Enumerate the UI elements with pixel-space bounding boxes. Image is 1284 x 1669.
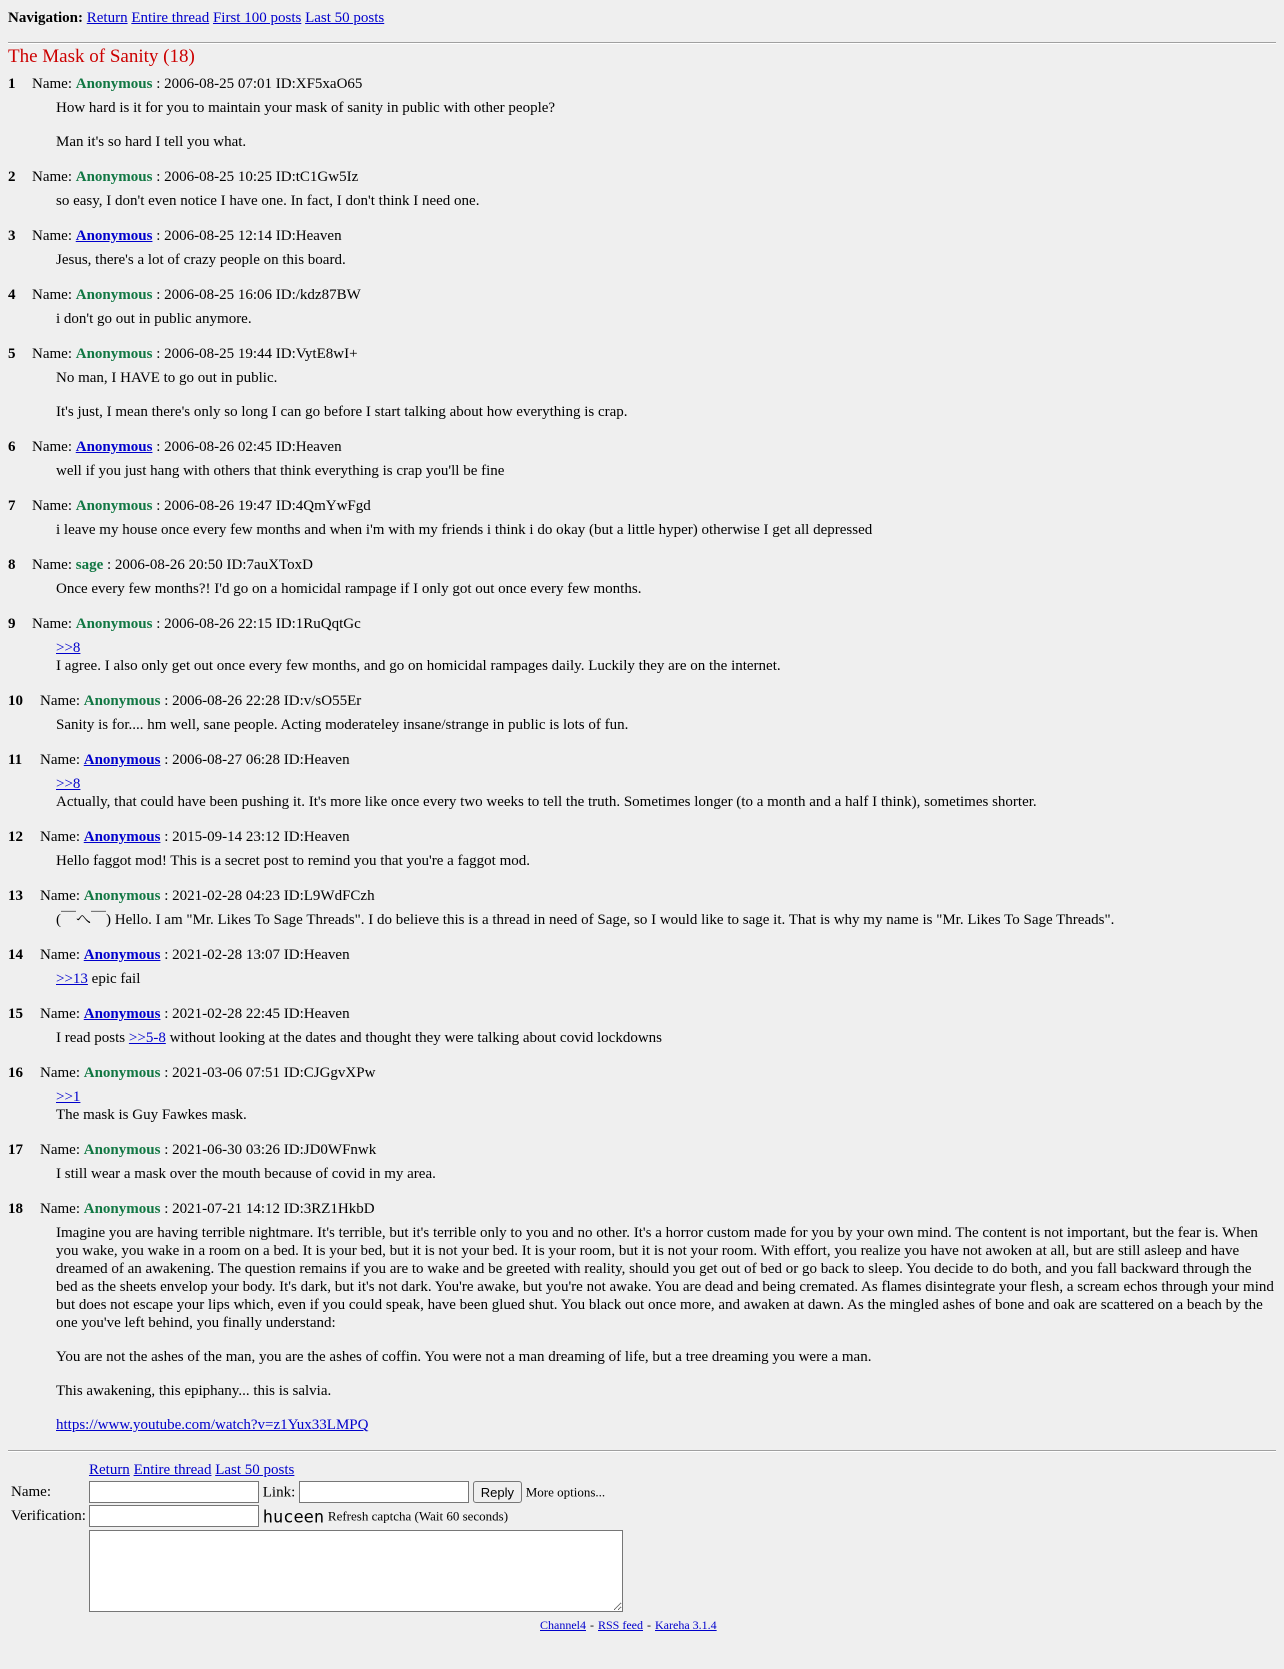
post-body	[56, 310, 1276, 328]
post-number[interactable]: 17	[8, 1142, 23, 1158]
post-number[interactable]: 7	[8, 498, 16, 514]
post	[8, 285, 1276, 328]
post-number[interactable]: 2	[8, 169, 16, 185]
navigation-bar	[8, 8, 1276, 28]
post-paragraph: well if you just hang with others that think everything is crap you'll be fine	[56, 463, 505, 479]
poster-name: Anonymous	[75, 169, 153, 185]
post	[8, 437, 1276, 480]
poster-name[interactable]: Anonymous	[83, 752, 161, 768]
post-header	[8, 827, 1276, 847]
post-paragraph	[56, 1416, 1276, 1434]
post-header	[8, 945, 1276, 965]
post-body	[56, 1165, 1276, 1183]
post-name-label: Name:	[40, 1142, 80, 1158]
quote-link[interactable]: >>5-8	[128, 1030, 166, 1046]
post-paragraph: (￣へ￣) Hello. I am "Mr. Likes To Sage Threads". I do believe this is a thread in need of Sage, so I would like to sage it. That is why my name is "Mr. Likes To Sage Threads".	[56, 912, 1115, 928]
nav-link-first-100[interactable]: First 100 posts	[212, 10, 302, 26]
post-paragraph: i leave my house once every few months and when i'm with my friends i think i do okay (but a little hyper) otherwise I get all depressed	[56, 522, 873, 538]
post-name-label: Name:	[40, 888, 80, 904]
post	[8, 226, 1276, 269]
post-body	[56, 970, 1276, 988]
post-name-label: Name:	[40, 1006, 80, 1022]
post-paragraph: How hard is it for you to maintain your mask of sanity in public with other people?	[56, 100, 556, 116]
post-paragraph: Hello faggot mod! This is a secret post to remind you that you're a faggot mod.	[56, 853, 530, 869]
post-meta: : 2006-08-25 16:06 ID:/kdz87BW	[152, 287, 361, 303]
post-name-label: Name:	[32, 169, 72, 185]
post-header	[8, 1199, 1276, 1219]
comment-textarea[interactable]	[89, 1530, 623, 1612]
post-body	[56, 251, 1276, 269]
poster-name[interactable]: Anonymous	[83, 947, 161, 963]
poster-name: Anonymous	[83, 1142, 161, 1158]
poster-name[interactable]: Anonymous	[75, 228, 153, 244]
post	[8, 827, 1276, 870]
post-number[interactable]: 8	[8, 557, 16, 573]
post-name-label: Name:	[40, 947, 80, 963]
post-number[interactable]: 18	[8, 1201, 23, 1217]
post-paragraph: so easy, I don't even notice I have one. In fact, I don't think I need one.	[56, 193, 480, 209]
post-body	[56, 1224, 1276, 1434]
post-paragraph: Sanity is for.... hm well, sane people. Acting moderateley insane/strange in public is lots of fun.	[56, 717, 629, 733]
reply-link-entire-thread[interactable]: Entire thread	[133, 1462, 212, 1478]
post-meta: : 2006-08-26 20:50 ID:7auXToxD	[103, 557, 313, 573]
post-body	[56, 639, 1276, 675]
post-meta: : 2021-02-28 13:07 ID:Heaven	[160, 947, 350, 963]
post-body	[56, 369, 1276, 421]
post	[8, 1063, 1276, 1124]
poster-name: Anonymous	[83, 1201, 161, 1217]
post-header	[8, 496, 1276, 516]
quote-link[interactable]: >>13	[56, 971, 88, 987]
navigation-label: Navigation:	[8, 10, 83, 26]
post-paragraph: It's just, I mean there's only so long I can go before I start talking about how everything is crap.	[56, 404, 628, 420]
reply-form	[8, 1452, 1276, 1619]
poster-name: Anonymous	[75, 616, 153, 632]
post-meta: : 2021-06-30 03:26 ID:JD0WFnwk	[160, 1142, 377, 1158]
reply-button[interactable]: Reply	[473, 1481, 522, 1503]
post-header	[8, 344, 1276, 364]
quote-link[interactable]: >>8	[56, 640, 81, 656]
nav-link-return[interactable]: Return	[86, 10, 128, 26]
post-meta: : 2021-07-21 14:12 ID:3RZ1HkbD	[160, 1201, 375, 1217]
post-meta: : 2006-08-25 07:01 ID:XF5xaO65	[152, 76, 363, 92]
post-number[interactable]: 10	[8, 693, 23, 709]
post	[8, 167, 1276, 210]
post	[8, 496, 1276, 539]
poster-name: Anonymous	[75, 346, 153, 362]
post	[8, 74, 1276, 151]
post-body	[56, 580, 1276, 598]
poster-name: Anonymous	[83, 693, 161, 709]
post-paragraph: Actually, that could have been pushing it. It's more like once every two weeks to tell the truth. Sometimes longer (to a month and a half I think), sometimes shorter.	[56, 794, 1037, 810]
post-paragraph: Once every few months?! I'd go on a homicidal rampage if I only got out once every few months.	[56, 581, 642, 597]
post-name-label: Name:	[40, 693, 80, 709]
post	[8, 750, 1276, 811]
post-paragraph	[56, 1029, 1276, 1047]
post-name-label: Name:	[32, 228, 72, 244]
post-body	[56, 852, 1276, 870]
post-meta: : 2021-02-28 04:23 ID:L9WdFCzh	[160, 888, 375, 904]
post-paragraph: This awakening, this epiphany... this is salvia.	[56, 1383, 332, 1399]
post-meta: : 2006-08-25 10:25 ID:tC1Gw5Iz	[152, 169, 359, 185]
post-name-label: Name:	[40, 752, 80, 768]
post-paragraph: I still wear a mask over the mouth because of covid in my area.	[56, 1166, 436, 1182]
poster-name: Anonymous	[83, 1065, 161, 1081]
post-meta: : 2006-08-27 06:28 ID:Heaven	[160, 752, 350, 768]
post-name-label: Name:	[32, 287, 72, 303]
post	[8, 555, 1276, 598]
reply-link-last-50[interactable]: Last 50 posts	[215, 1462, 295, 1478]
post-body	[56, 716, 1276, 734]
nav-link-entire-thread[interactable]: Entire thread	[131, 10, 210, 26]
refresh-captcha-text[interactable]: Refresh captcha (Wait 60 seconds)	[327, 1508, 509, 1524]
post-header	[8, 555, 1276, 575]
post	[8, 1004, 1276, 1047]
post-paragraph: Imagine you are having terrible nightmare. It's terrible, but it's terrible only to you and no other. It's a horror custom made for you by your own mind. The content is not important, but the fear is. When you wake, you wake in a room on a bed. It is your bed, but it is not your bed. It is your room, but it is not your room. With effort, you realize you have not awoken at all, but are still asleep and have dreamed of an awakening. The question remains if you are to wake and be greeted with reality, should you get out of bed or go back to sleep. You decide to do both, and you fall backward through the bed as the sheets envelop your body. It's dark, but it's not dark. You're awake, but you're not awake. You are dead and being cremated. As flames disintegrate your flesh, a scream echos through your mind but does not escape your lips which, even if you could speak, have been glued shut. You black out once more, and awaken at dawn. As the mingled ashes of bone and oak are scattered on a beach by the one you've left behind, you finally understand:	[56, 1225, 1274, 1331]
post	[8, 1199, 1276, 1434]
post-paragraph: Jesus, there's a lot of crazy people on this board.	[56, 252, 346, 268]
verification-label: Verification:	[11, 1507, 86, 1524]
post-body	[56, 775, 1276, 811]
post-number[interactable]: 12	[8, 829, 23, 845]
post-text: epic fail	[87, 971, 141, 987]
name-field-label: Name:	[11, 1483, 51, 1500]
poster-name: sage	[75, 557, 104, 573]
post-paragraph	[56, 970, 1276, 988]
post-body	[56, 911, 1276, 929]
post-header	[8, 437, 1276, 457]
quote-link[interactable]: >>8	[56, 776, 81, 792]
post-number[interactable]: 9	[8, 616, 16, 632]
post-header	[8, 1063, 1276, 1083]
poster-name[interactable]: Anonymous	[83, 829, 161, 845]
post-meta: : 2006-08-25 12:14 ID:Heaven	[152, 228, 342, 244]
post-header	[8, 1140, 1276, 1160]
thread-title: The Mask of Sanity (18)	[8, 46, 195, 67]
post-number[interactable]: 11	[8, 752, 23, 768]
post-name-label: Name:	[40, 1065, 80, 1081]
post-paragraph: You are not the ashes of the man, you are the ashes of coffin. You were not a man dreaming of life, but a tree dreaming you were a man.	[56, 1349, 872, 1365]
post-header	[8, 1004, 1276, 1024]
post-name-label: Name:	[32, 76, 72, 92]
external-link[interactable]: https://www.youtube.com/watch?v=z1Yux33LMPQ	[56, 1417, 369, 1433]
footer	[540, 1618, 1276, 1633]
post-name-label: Name:	[32, 439, 72, 455]
post-header	[8, 226, 1276, 246]
post-number[interactable]: 13	[8, 888, 23, 904]
post-number[interactable]: 14	[8, 947, 23, 963]
post-name-label: Name:	[32, 616, 72, 632]
captcha-image: huceen	[262, 1507, 325, 1528]
post-paragraph: The mask is Guy Fawkes mask.	[56, 1107, 247, 1123]
post	[8, 344, 1276, 421]
post-paragraph: I agree. I also only get out once every few months, and go on homicidal rampages daily. Luckily they are on the internet.	[56, 658, 781, 674]
post-meta: : 2015-09-14 23:12 ID:Heaven	[160, 829, 350, 845]
post-list	[8, 74, 1276, 1434]
post-meta: : 2006-08-26 02:45 ID:Heaven	[152, 439, 342, 455]
more-options-link[interactable]: More options...	[525, 1484, 606, 1500]
quote-link[interactable]: >>1	[56, 1089, 81, 1105]
name-input[interactable]	[89, 1481, 259, 1503]
post-meta: : 2006-08-26 22:28 ID:v/sO55Er	[160, 693, 362, 709]
post-header	[8, 614, 1276, 634]
poster-name: Anonymous	[75, 498, 153, 514]
post-name-label: Name:	[40, 829, 80, 845]
post-body	[56, 521, 1276, 539]
link-field-label: Link:	[262, 1484, 296, 1501]
footer-link-kareha[interactable]: Kareha 3.1.4	[655, 1617, 717, 1632]
post-header	[8, 886, 1276, 906]
footer-link-channel4[interactable]: Channel4	[540, 1617, 586, 1632]
post	[8, 945, 1276, 988]
verification-input[interactable]	[89, 1505, 259, 1527]
post-number[interactable]: 3	[8, 228, 16, 244]
post-text: without looking at the dates and thought they were talking about covid lockdowns	[165, 1030, 662, 1046]
post-name-label: Name:	[32, 557, 72, 573]
poster-name[interactable]: Anonymous	[83, 1006, 161, 1022]
post-name-label: Name:	[40, 1201, 80, 1217]
post-header	[8, 74, 1276, 94]
post-number[interactable]: 6	[8, 439, 16, 455]
post-header	[8, 167, 1276, 187]
poster-name: Anonymous	[83, 888, 161, 904]
link-input[interactable]	[299, 1481, 469, 1503]
poster-name: Anonymous	[75, 287, 153, 303]
reply-link-return[interactable]: Return	[88, 1462, 130, 1478]
post	[8, 886, 1276, 929]
post	[8, 1140, 1276, 1183]
post-body	[56, 192, 1276, 210]
footer-separator: -	[590, 1617, 594, 1632]
top-divider	[8, 42, 1276, 44]
post-meta: : 2006-08-26 19:47 ID:4QmYwFgd	[152, 498, 371, 514]
post-header	[8, 691, 1276, 711]
post-meta: : 2006-08-25 19:44 ID:VytE8wI+	[152, 346, 358, 362]
nav-link-last-50[interactable]: Last 50 posts	[305, 10, 385, 26]
post-number[interactable]: 1	[8, 76, 16, 92]
post-text: I read posts	[56, 1030, 129, 1046]
footer-link-rss[interactable]: RSS feed	[598, 1617, 643, 1632]
post	[8, 614, 1276, 675]
post-meta: : 2006-08-26 22:15 ID:1RuQqtGc	[152, 616, 361, 632]
post-paragraph: No man, I HAVE to go out in public.	[56, 370, 278, 386]
post-body	[56, 99, 1276, 151]
post-meta: : 2021-03-06 07:51 ID:CJGgvXPw	[160, 1065, 376, 1081]
poster-name: Anonymous	[75, 76, 153, 92]
post-name-label: Name:	[32, 346, 72, 362]
post-number[interactable]: 16	[8, 1065, 23, 1081]
post-paragraph: Man it's so hard I tell you what.	[56, 134, 247, 150]
footer-separator: -	[647, 1617, 651, 1632]
post-body	[56, 1029, 1276, 1047]
post	[8, 691, 1276, 734]
post-meta: : 2021-02-28 22:45 ID:Heaven	[160, 1006, 350, 1022]
post-body	[56, 1088, 1276, 1124]
post-number[interactable]: 4	[8, 287, 16, 303]
post-number[interactable]: 5	[8, 346, 16, 362]
post-name-label: Name:	[32, 498, 72, 514]
post-header	[8, 285, 1276, 305]
post-paragraph: i don't go out in public anymore.	[56, 311, 252, 327]
post-number[interactable]: 15	[8, 1006, 23, 1022]
post-header	[8, 750, 1276, 770]
post-body	[56, 462, 1276, 480]
poster-name[interactable]: Anonymous	[75, 439, 153, 455]
